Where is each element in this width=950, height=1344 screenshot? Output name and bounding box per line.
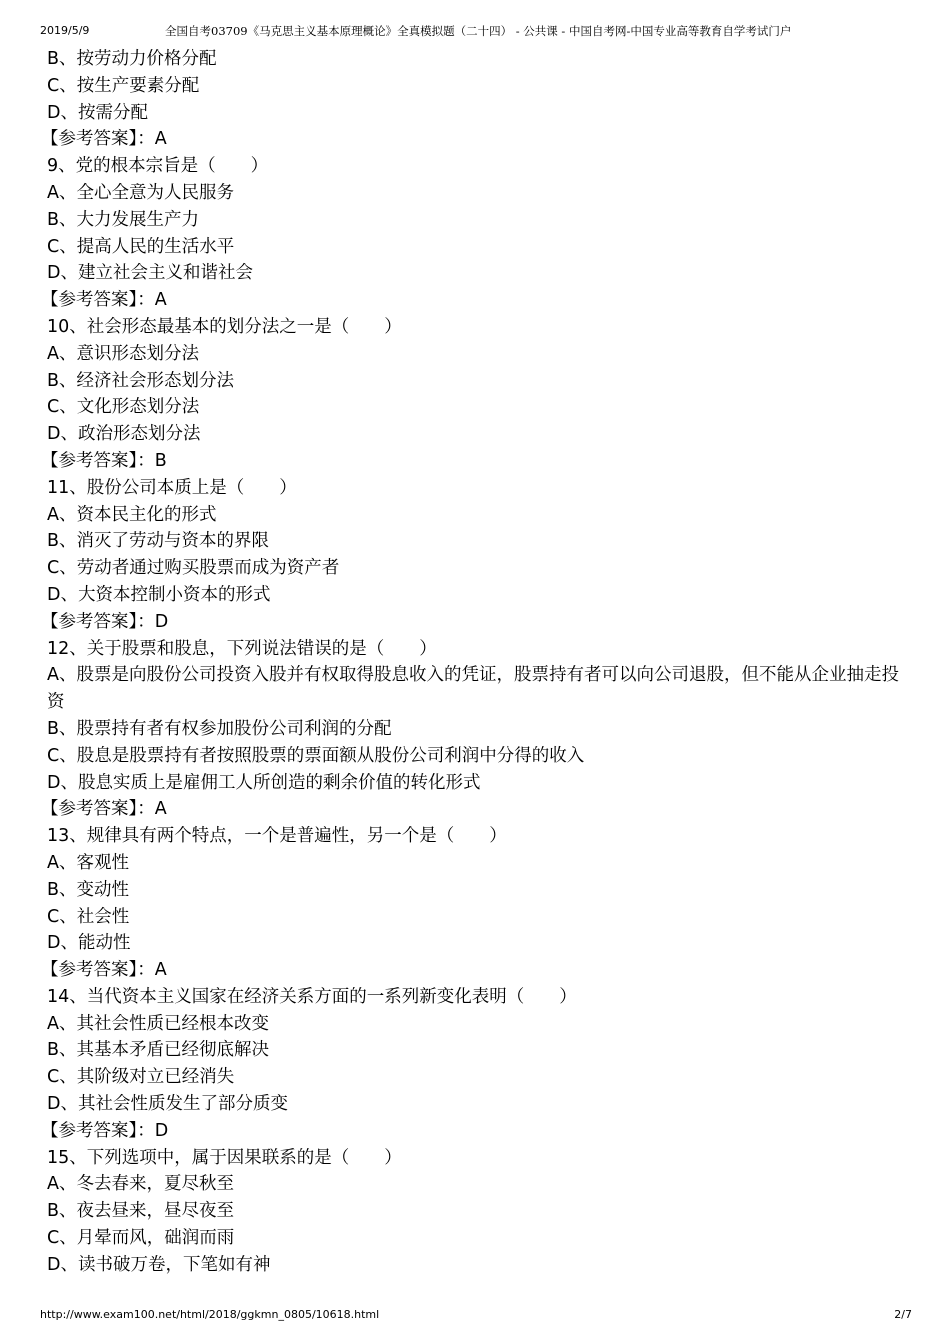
option-line: B、变动性 (47, 879, 130, 900)
option-line: A、其社会性质已经根本改变 (47, 1013, 269, 1034)
question-line: 11、股份公司本质上是（ ） (47, 477, 297, 498)
answer-line: 【参考答案】：A (41, 960, 167, 981)
question-line: 12、关于股票和股息，下列说法错误的是（ ） (47, 638, 437, 659)
question-line: 15、下列选项中，属于因果联系的是（ ） (47, 1147, 402, 1168)
option-line: A、全心全意为人民服务 (47, 182, 234, 203)
option-line: C、月晕而风，础润而雨 (47, 1228, 235, 1249)
option-line: C、按生产要素分配 (47, 75, 200, 96)
option-line: D、其社会性质发生了部分质变 (47, 1094, 288, 1115)
question-content (41, 46, 912, 1279)
page-url: http://www.exam100.net/html/2018/ggkmn_0805/10618.html (40, 1308, 380, 1321)
option-line: A、股票是向股份公司投资入股并有权取得股息收入的凭证，股票持有者可以向公司退股，但不能从企业抽走投资 (47, 665, 899, 713)
option-line: B、按劳动力价格分配 (47, 49, 217, 69)
question-line: 13、规律具有两个特点，一个是普遍性，另一个是（ ） (47, 826, 507, 847)
option-line: C、劳动者通过购买股票而成为资产者 (47, 558, 340, 579)
answer-line: 【参考答案】：A (41, 129, 167, 150)
answer-line: 【参考答案】：A (41, 290, 167, 311)
option-line: B、大力发展生产力 (47, 209, 200, 230)
option-line: D、读书破万卷，下笔如有神 (47, 1254, 271, 1275)
option-line: D、股息实质上是雇佣工人所创造的剩余价值的转化形式 (47, 772, 481, 793)
option-line: C、文化形态划分法 (47, 397, 200, 418)
option-line: B、股票持有者有权参加股份公司利润的分配 (47, 718, 392, 739)
option-line: A、资本民主化的形式 (47, 504, 217, 525)
question-line: 10、社会形态最基本的划分法之一是（ ） (47, 316, 402, 337)
page-number: 2/7 (894, 1308, 912, 1321)
option-line: B、其基本矛盾已经彻底解决 (47, 1040, 270, 1061)
option-line: B、消灭了劳动与资本的界限 (47, 531, 270, 552)
option-line: D、能动性 (47, 933, 131, 954)
print-footer (40, 1306, 912, 1324)
print-header (40, 22, 910, 40)
option-line: B、夜去昼来，昼尽夜至 (47, 1201, 235, 1222)
answer-line: 【参考答案】：B (41, 450, 167, 471)
question-line: 14、当代资本主义国家在经济关系方面的一系列新变化表明（ ） (47, 986, 577, 1007)
question-line: 9、党的根本宗旨是（ ） (47, 156, 269, 177)
option-line: C、社会性 (47, 906, 130, 927)
option-line: D、按需分配 (47, 102, 148, 123)
option-line: D、政治形态划分法 (47, 424, 201, 445)
option-line: D、大资本控制小资本的形式 (47, 584, 271, 605)
answer-line: 【参考答案】：D (41, 1120, 169, 1141)
option-line: C、其阶级对立已经消失 (47, 1067, 235, 1088)
option-line: D、建立社会主义和谐社会 (47, 263, 253, 284)
print-date: 2019/5/9 (40, 24, 90, 37)
option-line: A、客观性 (47, 852, 129, 873)
option-line: A、意识形态划分法 (47, 343, 199, 364)
page-title: 全国自考03709《马克思主义基本原理概论》全真模拟题（二十四） - 公共课 - 中国自考网-中国专业高等教育自学考试门户 (165, 24, 792, 38)
option-line: A、冬去春来，夏尽秋至 (47, 1174, 234, 1195)
option-line: C、提高人民的生活水平 (47, 236, 235, 257)
answer-line: 【参考答案】：D (41, 611, 169, 632)
option-line: C、股息是股票持有者按照股票的票面额从股份公司利润中分得的收入 (47, 745, 585, 766)
answer-line: 【参考答案】：A (41, 799, 167, 820)
option-line: B、经济社会形态划分法 (47, 370, 235, 391)
